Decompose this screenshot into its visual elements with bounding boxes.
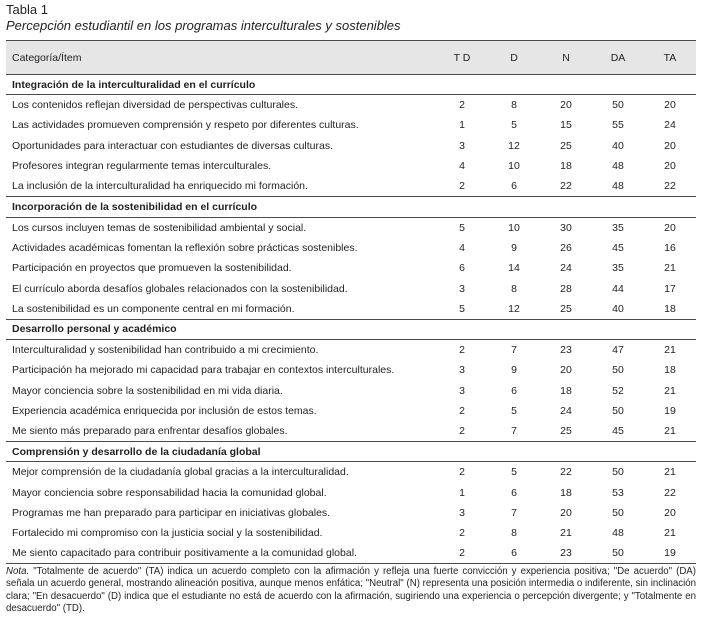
value-da: 53 [612,486,624,499]
header-d: D [488,41,540,75]
value-td: 3 [459,384,465,397]
value-da: 44 [612,282,624,295]
value-d: 6 [511,486,517,499]
value-ta: 19 [664,404,676,417]
item-label: El currículo aborda desafíos globales relacionados con la sostenibilidad. [12,282,348,295]
value-ta: 18 [644,299,696,319]
value-td: 2 [459,527,465,540]
value-d: 6 [488,176,540,196]
value-ta: 24 [664,119,676,132]
table-row [6,258,696,278]
value-n: 24 [560,262,572,275]
note-label: Nota. [6,566,30,577]
value-td: 2 [459,344,465,357]
item-label: Programas me han preparado para participar en iniciativas globales. [12,506,331,519]
item-label: Oportunidades para interactuar con estudiantes de diversas culturas. [12,139,334,152]
value-da: 35 [612,262,624,275]
table-row [6,115,696,135]
table-body [6,75,696,564]
value-ta: 18 [664,364,676,377]
value-d: 5 [511,466,517,479]
value-ta: 17 [664,282,676,295]
table-row [6,380,696,400]
item-label: Participación ha mejorado mi capacidad para trabajar en contextos interculturales. [12,364,395,377]
section-title: Comprensión y desarrollo de la ciudadanía global [6,442,696,462]
value-d: 8 [511,527,517,540]
table-row [6,421,696,441]
value-da: 48 [612,527,624,540]
table-title: Percepción estudiantil en los programas interculturales y sostenibles [6,18,401,33]
value-ta: 21 [664,384,676,397]
value-td: 2 [436,543,488,563]
table-header-row [6,41,696,75]
item-label: Interculturalidad y sostenibilidad han contribuido a mi crecimiento. [12,344,319,357]
value-d: 7 [511,506,517,519]
table-row [6,482,696,502]
value-td: 5 [436,299,488,319]
item-label: Participación en proyectos que promueven la sostenibilidad. [12,262,292,275]
value-d: 7 [488,421,540,441]
table-row [6,156,696,176]
table-row [6,95,696,115]
perception-table [6,40,696,564]
value-da: 50 [612,506,624,519]
value-ta: 21 [664,527,676,540]
value-n: 22 [540,176,592,196]
table-row [6,136,696,156]
value-ta: 16 [664,241,676,254]
value-da: 50 [612,466,624,479]
table-row [6,523,696,543]
value-td: 6 [459,262,465,275]
value-n: 18 [560,160,572,173]
value-ta: 21 [664,344,676,357]
value-ta: 21 [644,421,696,441]
value-ta: 20 [664,139,676,152]
value-ta: 20 [664,221,676,234]
section-title: Desarrollo personal y académico [6,319,696,339]
table-row [6,176,696,196]
header-category: Categoría/Ítem [6,41,436,75]
value-d: 5 [511,404,517,417]
header-da: DA [592,41,644,75]
value-ta: 21 [664,262,676,275]
value-da: 40 [592,299,644,319]
value-d: 12 [508,139,520,152]
value-d: 12 [488,299,540,319]
value-ta: 19 [644,543,696,563]
value-td: 3 [459,506,465,519]
value-n: 25 [540,421,592,441]
value-td: 2 [459,404,465,417]
item-label: Mayor conciencia sobre la sostenibilidad en mi vida diaria. [12,384,283,397]
item-label: Actividades académicas fomentan la reflexión sobre prácticas sostenibles. [12,241,358,254]
value-d: 8 [511,99,517,112]
item-label: Fortalecido mi compromiso con la justicia social y la sostenibilidad. [12,527,323,540]
value-d: 14 [508,262,520,275]
value-ta: 20 [664,160,676,173]
value-td: 1 [459,486,465,499]
value-da: 47 [612,344,624,357]
item-label: Las actividades promueven comprensión y respeto por diferentes culturas. [12,119,359,132]
value-td: 4 [459,160,465,173]
item-label: Los contenidos reflejan diversidad de perspectivas culturales. [12,99,298,112]
table-row [6,278,696,298]
value-ta: 22 [664,486,676,499]
value-n: 25 [540,299,592,319]
value-ta: 22 [644,176,696,196]
value-n: 24 [560,404,572,417]
value-d: 7 [511,344,517,357]
value-n: 20 [560,364,572,377]
table-row [6,401,696,421]
value-td: 2 [459,99,465,112]
table-row [6,543,696,563]
value-n: 22 [560,466,572,479]
table-note [6,566,696,615]
value-da: 48 [592,176,644,196]
value-n: 23 [540,543,592,563]
item-label: Mayor conciencia sobre responsabilidad hacia la comunidad global. [12,486,327,499]
value-da: 52 [612,384,624,397]
value-da: 40 [612,139,624,152]
value-td: 2 [436,176,488,196]
value-d: 9 [511,241,517,254]
note-text: "Totalmente de acuerdo" (TA) indica un acuerdo completo con la afirmación y refleja una fuerte convicción y experiencia positiva; "De acuerdo" (DA) señala un acuerdo general, mostrando alineación positiva, aunque menos enfática; "Neutral" (N) representa una posición intermedia o indiferente, sin inclinación clara; "En desacuerdo" (D) indica que el estudiante no está de acuerdo con la afirmación, sugiriendo una experiencia o percepción divergente; y "Totalmente en desacuerdo" (TD). [6,566,696,614]
value-d: 9 [511,364,517,377]
value-ta: 20 [664,99,676,112]
value-d: 5 [511,119,517,132]
table-row [6,238,696,258]
table-row [6,299,696,319]
value-n: 20 [560,99,572,112]
value-da: 50 [612,364,624,377]
table-row [6,462,696,482]
item-label: Me siento capacitado para contribuir positivamente a la comunidad global. [6,543,436,563]
value-n: 15 [560,119,572,132]
value-d: 10 [508,221,520,234]
value-da: 50 [612,404,624,417]
value-n: 18 [560,486,572,499]
section-header-row [6,319,696,339]
section-header-row [6,442,696,462]
value-n: 30 [560,221,572,234]
value-da: 50 [612,99,624,112]
value-td: 2 [459,466,465,479]
value-td: 3 [459,282,465,295]
header-n: N [540,41,592,75]
value-n: 25 [560,139,572,152]
value-da: 45 [612,241,624,254]
item-label: La inclusión de la interculturalidad ha enriquecido mi formación. [6,176,436,196]
value-da: 55 [612,119,624,132]
item-label: La sostenibilidad es un componente central en mi formación. [6,299,436,319]
value-da: 45 [592,421,644,441]
section-header-row [6,197,696,217]
value-n: 20 [560,506,572,519]
value-ta: 20 [664,506,676,519]
value-n: 18 [560,384,572,397]
value-d: 6 [511,384,517,397]
value-td: 1 [459,119,465,132]
item-label: Mejor comprensión de la ciudadanía global gracias a la interculturalidad. [12,466,349,479]
value-da: 50 [592,543,644,563]
table-number: Tabla 1 [6,2,48,17]
header-ta: TA [644,41,696,75]
section-header-row [6,75,696,95]
value-d: 10 [508,160,520,173]
item-label: Experiencia académica enriquecida por inclusión de estos temas. [12,404,317,417]
value-td: 4 [459,241,465,254]
section-title: Incorporación de la sostenibilidad en el currículo [6,197,696,217]
header-td: T D [436,41,488,75]
value-d: 6 [488,543,540,563]
value-n: 21 [560,527,572,540]
value-td: 3 [459,139,465,152]
item-label: Los cursos incluyen temas de sostenibilidad ambiental y social. [12,221,307,234]
value-d: 8 [511,282,517,295]
value-da: 35 [612,221,624,234]
table-row [6,360,696,380]
value-n: 23 [560,344,572,357]
table-row [6,503,696,523]
value-n: 26 [560,241,572,254]
value-td: 2 [436,421,488,441]
table-row [6,217,696,237]
value-td: 3 [459,364,465,377]
value-ta: 21 [664,466,676,479]
value-n: 28 [560,282,572,295]
value-td: 5 [459,221,465,234]
section-title: Integración de la interculturalidad en el currículo [6,75,696,95]
item-label: Profesores integran regularmente temas interculturales. [12,160,272,173]
item-label: Me siento más preparado para enfrentar desafíos globales. [6,421,436,441]
value-da: 48 [612,160,624,173]
table-row [6,340,696,360]
